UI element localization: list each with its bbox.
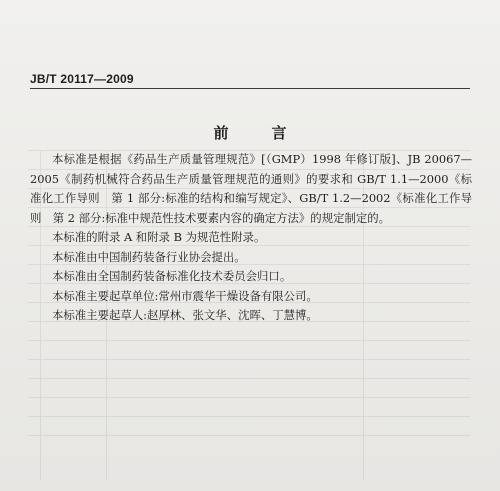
paragraph-drafters: 本标准主要起草人:赵厚林、张文华、沈晖、丁慧博。 [52, 308, 318, 322]
section-title: 前 言 [213, 124, 301, 142]
paragraph-appendix: 本标准的附录 A 和附录 B 为规范性附录。 [52, 230, 266, 244]
header-rule [30, 88, 470, 89]
standard-code: JB/T 20117—2009 [30, 72, 134, 86]
paragraph-basis: 本标准是根据《药品生产质量管理规范》[（GMP）1998 年修订版]、JB 20067—2005《制药机械符合药品生产质量管理规范的通则》的要求和 GB/T 1.1—2000《标准化工作导则 第 1 部分:标准的结构和编写规定》、GB/T 1.2—2002《标准化工作导则 第 2 部分:标准中规范性技术要素内容的确定方法》的规定制定的。 [30, 152, 472, 225]
paragraph-committee: 本标准由全国制药装备标准化技术委员会归口。 [52, 269, 292, 283]
foreword-body [30, 150, 472, 326]
paragraph-proposer: 本标准由中国制药装备行业协会提出。 [52, 249, 246, 264]
paragraph-drafting-unit: 本标准主要起草单位:常州市震华干燥设备有限公司。 [52, 288, 318, 303]
